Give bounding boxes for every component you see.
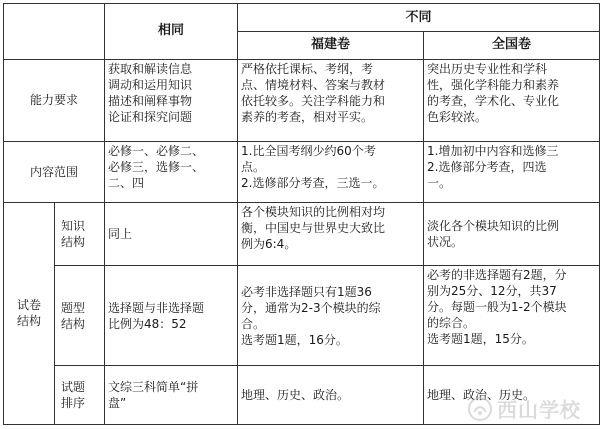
cell-line: 1.增加初中内容和选修三	[427, 144, 559, 159]
cell-line: 二、四	[108, 176, 145, 191]
cell-line: 点、情境材料、答案与教材	[241, 77, 386, 92]
cell-line: 别为25分、12分，共37	[427, 284, 557, 299]
cell-line: 一。	[427, 176, 452, 191]
cell-knowledge-fujian	[238, 202, 424, 266]
cell-line: 各个模块知识的比例相对均	[241, 204, 386, 219]
cell-line: 结构	[61, 235, 86, 250]
cell-line: 描述和阐释事物	[108, 93, 193, 108]
cell-line: 状况。	[427, 235, 464, 250]
school-logo-icon	[467, 396, 493, 422]
cell-line: 同上	[108, 227, 133, 242]
header-same: 相同	[105, 4, 238, 60]
cell-line: 文综三科简单“拼	[108, 380, 199, 395]
cell-order-fujian	[238, 366, 424, 425]
row-label-content: 内容范围	[4, 142, 105, 203]
cell-line: 选择题与非选择题	[108, 300, 205, 315]
cell-line: 地理、政治、历史。	[427, 388, 536, 403]
cell-line: 必修三，选修一、	[108, 160, 205, 175]
cell-line: 选考题1题，15分。	[427, 332, 534, 347]
watermark-text: 西山学校	[497, 398, 581, 422]
cell-line: 分，通常为2-3个模块的综	[241, 300, 381, 315]
cell-line: 2.选修部分考查，三选一。	[241, 176, 385, 191]
cell-line: 试卷	[16, 298, 41, 313]
table-row-question	[4, 266, 600, 366]
cell-line: 的考查，学术化、专业化	[427, 93, 560, 108]
cell-line: 合。	[241, 316, 266, 331]
watermark	[467, 394, 581, 423]
cell-line: 素养的考查，相对平实。	[241, 109, 374, 124]
cell-line: 论证和探究问题	[108, 109, 193, 124]
cell-line: 地理、历史、政治。	[241, 388, 350, 403]
cell-line: 例为6:4。	[241, 236, 297, 251]
table-row-knowledge	[4, 202, 600, 266]
cell-ability-national	[424, 59, 600, 142]
cell-line: 性，强化学科能力和素养	[427, 77, 560, 92]
cell-line: 比例为48：52	[108, 316, 187, 331]
table-row-content	[4, 142, 600, 203]
cell-ability-same	[105, 59, 238, 142]
cell-question-national	[424, 266, 600, 366]
cell-line: 结构	[61, 316, 86, 331]
row-label-ability: 能力要求	[4, 59, 105, 142]
cell-ability-fujian	[238, 59, 424, 142]
cell-line: 突出历史专业性和学科	[427, 61, 548, 76]
cell-line: 淡化各个模块知识的比例	[427, 219, 560, 234]
cell-knowledge-national	[424, 202, 600, 266]
comparison-table	[3, 3, 600, 425]
cell-content-same	[105, 142, 238, 203]
cell-line: 色彩较浓。	[427, 109, 488, 124]
sub-label-question	[55, 266, 105, 366]
cell-question-same	[105, 266, 238, 366]
cell-line: 选考题1题，16分。	[241, 332, 348, 347]
cell-content-fujian	[238, 142, 424, 203]
cell-line: 严格依托课标、考纲，考	[241, 61, 374, 76]
cell-line: 点。	[241, 160, 266, 175]
cell-line: 获取和解读信息	[108, 61, 193, 76]
cell-line: 知识	[61, 219, 86, 234]
table-row-ability	[4, 59, 600, 142]
cell-line: 试题	[61, 380, 86, 395]
cell-line: 盘”	[108, 396, 127, 411]
cell-line: 衡，中国史与世界史大致比	[241, 220, 386, 235]
sub-label-knowledge	[55, 202, 105, 266]
cell-line: 排序	[61, 396, 86, 411]
cell-line: 依托较多。关注学科能力和	[241, 93, 386, 108]
cell-content-national	[424, 142, 600, 203]
cell-line: 必考非选择题只有1题36	[241, 284, 372, 299]
cell-knowledge-same	[105, 202, 238, 266]
cell-line: 必修一、必修二、	[108, 144, 205, 159]
cell-line: 结构	[16, 314, 41, 329]
cell-line: 1.比全国考纲少约60个考	[241, 144, 376, 159]
header-blank-cell	[4, 4, 105, 60]
cell-line: 2.选修部分考查，四选	[427, 160, 547, 175]
cell-line: 的综合。	[427, 316, 476, 331]
cell-line: 分。每题一般为1-2个模块	[427, 300, 567, 315]
cell-line: 必考的非选择题有2题，分	[427, 268, 567, 283]
cell-question-fujian	[238, 266, 424, 366]
cell-line: 题型	[61, 300, 86, 315]
sub-label-order	[55, 366, 105, 425]
cell-order-same	[105, 366, 238, 425]
row-label-structure	[4, 202, 55, 424]
cell-line: 调动和运用知识	[108, 77, 193, 92]
header-different: 不同	[238, 4, 600, 32]
header-fujian: 福建卷	[238, 32, 424, 59]
header-national: 全国卷	[424, 32, 600, 59]
